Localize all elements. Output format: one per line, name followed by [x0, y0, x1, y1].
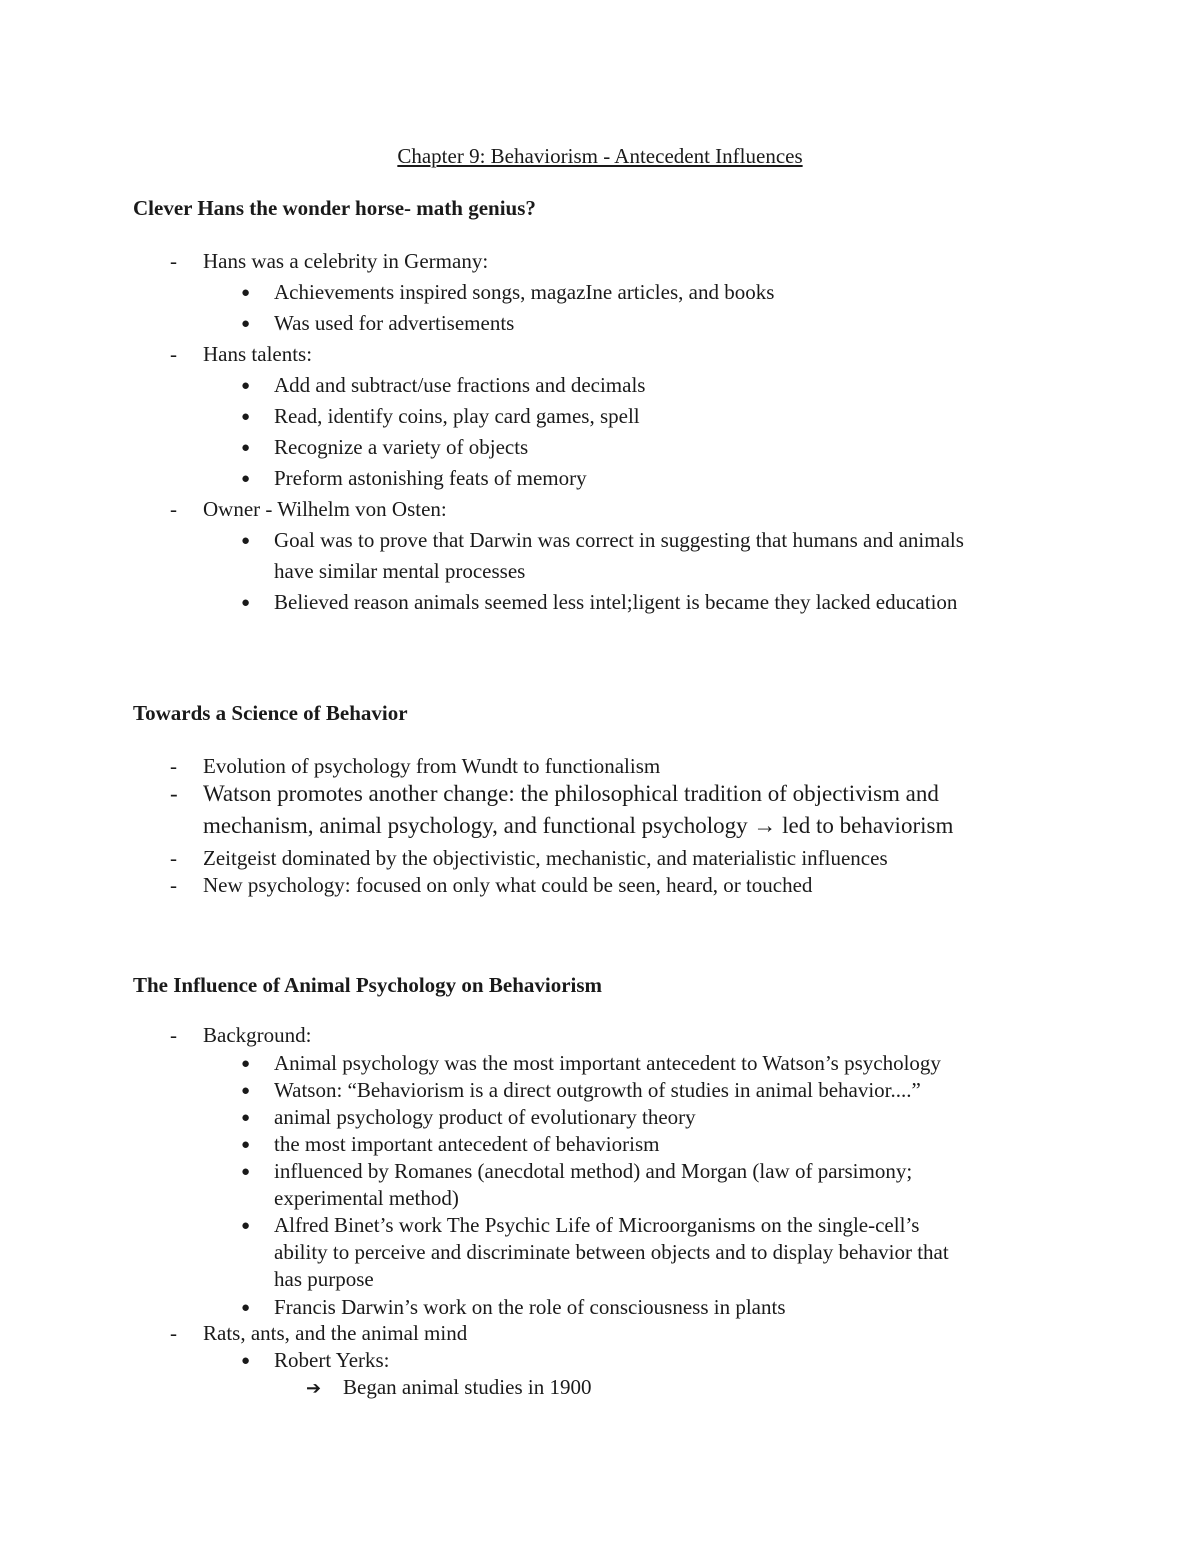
dash-marker: -	[170, 1321, 177, 1345]
list-item: ● Goal was to prove that Darwin was correct in suggesting that humans and animals	[241, 528, 964, 552]
section-heading-animal-psychology: The Influence of Animal Psychology on Behaviorism	[133, 973, 603, 997]
bullet-icon: ●	[241, 378, 251, 394]
list-item: - Rats, ants, and the animal mind	[170, 1321, 468, 1345]
bullet-icon: ●	[241, 471, 251, 487]
dash-marker: -	[170, 754, 177, 778]
list-item: ● Add and subtract/use fractions and decimals	[241, 373, 646, 397]
list-item: ● animal psychology product of evolutionary theory	[241, 1105, 696, 1129]
list-item: - Hans was a celebrity in Germany:	[170, 249, 489, 273]
bullet-icon: ●	[241, 1137, 251, 1153]
list-item: ● Believed reason animals seemed less intel;ligent is became they lacked education	[241, 590, 958, 614]
list-item-continuation: mechanism, animal psychology, and functional psychology → led to behaviorism	[203, 813, 954, 838]
list-item: - Evolution of psychology from Wundt to functionalism	[170, 754, 661, 778]
dash-marker: -	[170, 781, 178, 806]
list-item: - Watson promotes another change: the philosophical tradition of objectivism and	[170, 781, 939, 806]
bullet-icon: ●	[241, 1300, 251, 1316]
bullet-icon: ●	[241, 285, 251, 301]
section-heading-science-of-behavior: Towards a Science of Behavior	[133, 701, 408, 725]
list-item: ● influenced by Romanes (anecdotal method) and Morgan (law of parsimony;	[241, 1159, 913, 1183]
list-item: ● Watson: “Behaviorism is a direct outgrowth of studies in animal behavior....”	[241, 1078, 921, 1102]
list-item: ● Preform astonishing feats of memory	[241, 466, 587, 490]
list-item: ● Achievements inspired songs, magazIne articles, and books	[241, 280, 775, 304]
dash-marker: -	[170, 249, 177, 273]
list-item: - Background:	[170, 1023, 312, 1047]
dash-marker: -	[170, 497, 177, 521]
arrow-icon: ➔	[306, 1378, 322, 1398]
list-item: ● the most important antecedent of behaviorism	[241, 1132, 660, 1156]
list-item: - Owner - Wilhelm von Osten:	[170, 497, 447, 521]
list-item: ➔ Began animal studies in 1900	[306, 1375, 592, 1399]
list-item: - Zeitgeist dominated by the objectivistic, mechanistic, and materialistic influences	[170, 846, 888, 870]
list-item-continuation: experimental method)	[274, 1186, 459, 1210]
dash-marker: -	[170, 342, 177, 366]
list-item: ● Recognize a variety of objects	[241, 435, 529, 459]
list-item: ● Was used for advertisements	[241, 311, 515, 335]
bullet-icon: ●	[241, 1353, 251, 1369]
list-item: ● Read, identify coins, play card games, spell	[241, 404, 640, 428]
bullet-icon: ●	[241, 1056, 251, 1072]
list-item-continuation: has purpose	[274, 1267, 374, 1291]
bullet-icon: ●	[241, 409, 251, 425]
dash-marker: -	[170, 873, 177, 897]
bullet-icon: ●	[241, 316, 251, 332]
list-item: ● Animal psychology was the most important antecedent to Watson’s psychology	[241, 1051, 941, 1075]
bullet-icon: ●	[241, 440, 251, 456]
dash-marker: -	[170, 1023, 177, 1047]
bullet-icon: ●	[241, 533, 251, 549]
bullet-icon: ●	[241, 1083, 251, 1099]
list-item-continuation: have similar mental processes	[274, 559, 526, 583]
list-item: ● Francis Darwin’s work on the role of consciousness in plants	[241, 1295, 786, 1319]
page-title: Chapter 9: Behaviorism - Antecedent Influences	[397, 144, 803, 168]
bullet-icon: ●	[241, 1110, 251, 1126]
list-item: - New psychology: focused on only what could be seen, heard, or touched	[170, 873, 813, 897]
bullet-icon: ●	[241, 1218, 251, 1234]
list-item: - Hans talents:	[170, 342, 313, 366]
section-heading-clever-hans: Clever Hans the wonder horse- math genius?	[133, 196, 536, 220]
bullet-icon: ●	[241, 1164, 251, 1180]
list-item: ● Alfred Binet’s work The Psychic Life of Microorganisms on the single-cell’s	[241, 1213, 920, 1237]
bullet-icon: ●	[241, 595, 251, 611]
dash-marker: -	[170, 846, 177, 870]
list-item-continuation: ability to perceive and discriminate between objects and to display behavior that	[274, 1240, 949, 1264]
list-item: ● Robert Yerks:	[241, 1348, 390, 1372]
